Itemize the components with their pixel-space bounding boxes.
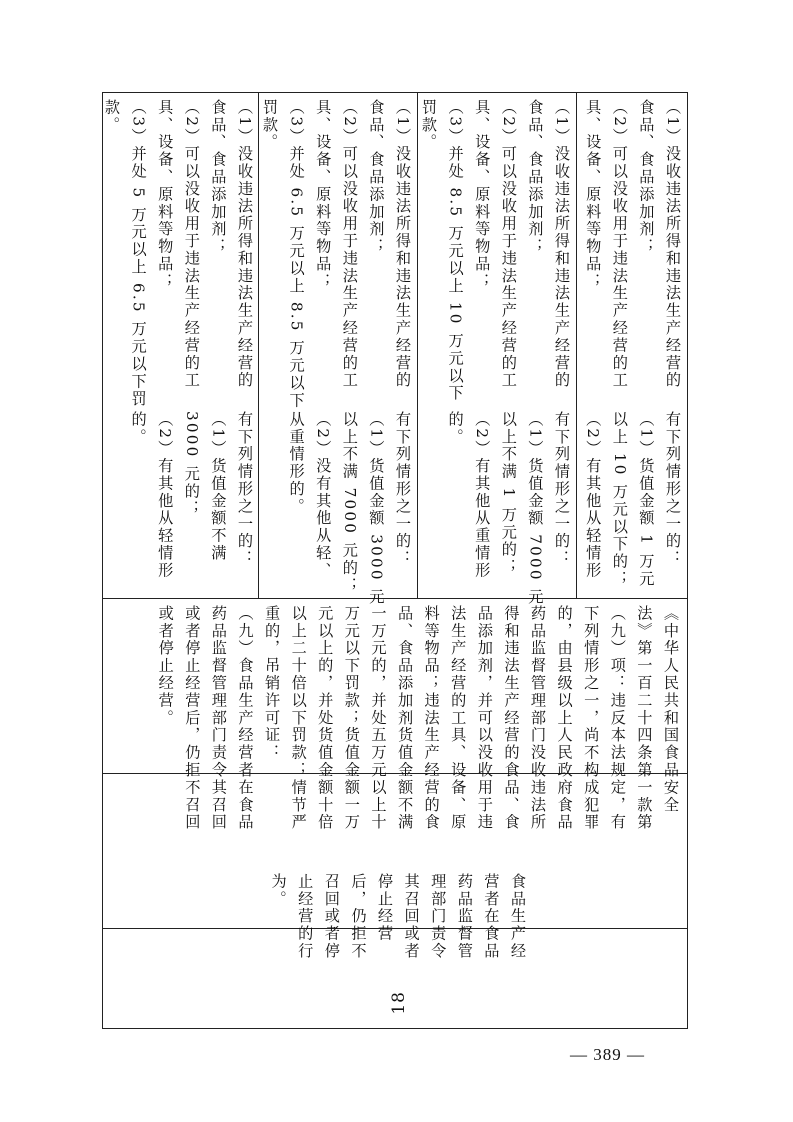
circumstances-level-3: 有下列情形之一的： （1）货值金额 7000 元 以上不满 1 万元的； （2）有其他从重情形 的。 <box>446 411 571 607</box>
circumstances-level-2: 有下列情形之一的： （1）货值金额 3000 元 以上不满 7000 元的； （2）没有其他从轻、 从重情形的。 <box>287 411 412 607</box>
page-number: — 389 — <box>570 1045 645 1064</box>
circumstances-level-4: 有下列情形之一的： （1）货值金额 1 万元 以上 10 万元以下的； （2）有其他从轻情形 <box>584 411 682 588</box>
penalty-level-4: （1）没收违法所得和违法生产经营的 食品、食品添加剂； （2）可以没收用于违法生产经营的工 具、设备、原料等物品； <box>584 99 682 390</box>
legal-basis: 《中华人民共和国食品安全 法》第一百二十四条第一款第 （九）项：违反本法规定，有 下列情形之一，尚不构成犯罪 的，由县级以上人民政府食品 药品监督管理部门没收违法所 得和违法生产经营的食品、食 品添加剂，并可以没收用于违 法生产经营的工具、设备、原 料等物品；违法生产经营的食 品、食品添加剂货值金额不满 一万元的，并处五万元以上十 万元以下罚款；货值金额一万 元以上的，并处货值金额十倍 以上二十倍以下罚款；情节严 重的，吊销许可证： （九）食品生产经营者在食品 药品监督管理部门责令其召回 或者停止经营后，仍拒不召回 或者停止经营。 <box>156 605 680 832</box>
penalty-level-3: （1）没收违法所得和违法生产经营的 食品、食品添加剂； （2）可以没收用于违法生产经营的工 具、设备、原料等物品； （3）并处 8.5 万元以上 10 万元以下 罚款。 <box>420 99 571 403</box>
discretion-table <box>102 92 688 1029</box>
circumstances-level-1: 有下列情形之一的： （1）货值金额不满 3000 元的； （2）有其他从轻情形 的。 <box>129 411 254 580</box>
penalty-level-1: （1）没收违法所得和违法生产经营的 食品、食品添加剂； （2）可以没收用于违法生产经营的工 具、设备、原料等物品； （3）并处 5 万元以上 6.5 万元以下罚 款。 <box>103 99 254 408</box>
violation-description: 食品生产经 营者在食品 药品监督管 理部门责令 其召回或者 停止经营 后，仍拒不 召回或者停 止经营的行 为。 <box>269 873 527 960</box>
level-divider-3 <box>576 93 577 598</box>
penalty-level-2: （1）没收违法所得和违法生产经营的 食品、食品添加剂； （2）可以没收用于违法生产经营的工 具、设备、原料等物品； （3）并处 6.5 万元以上 8.5 万元以下 罚款。 <box>261 99 412 410</box>
row-number: 18 <box>389 991 409 1015</box>
